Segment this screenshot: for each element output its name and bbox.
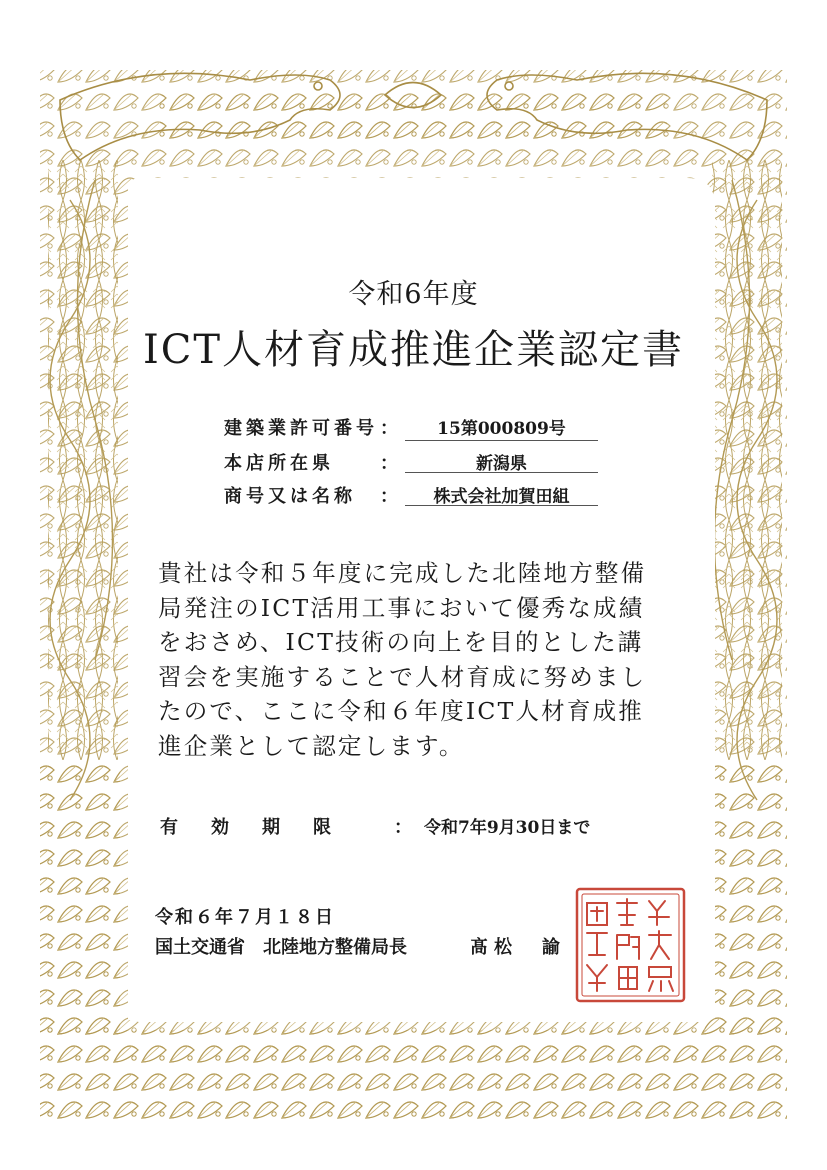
certificate-subtitle: 令和6年度	[348, 279, 479, 310]
issue-date: 令和６年７月１８日	[155, 907, 335, 928]
body-line: 進企業として認定します。	[158, 731, 465, 760]
head-office-prefecture-label: 本店所在県	[224, 453, 334, 474]
body-line: 習会を実施することで人材育成に努めまし	[158, 662, 647, 691]
company-name-colon: ：	[380, 486, 398, 507]
body-line: をおさめ、ICT技術の向上を目的とした講	[158, 628, 644, 656]
certificate-title: ICT人材育成推進企業認定書	[142, 327, 685, 373]
body-line: たので、ここに令和６年度ICT人材育成推	[158, 697, 644, 725]
head-office-prefecture-underline	[405, 472, 598, 473]
official-seal-stamp	[573, 885, 688, 1005]
validity-period-label: 有効期限	[160, 817, 364, 838]
issuer-organization: 国土交通省 北陸地方整備局長	[155, 937, 407, 958]
company-name-underline	[405, 505, 598, 506]
license-number-underline	[405, 440, 598, 441]
body-line: 局発注のICT活用工事において優秀な成績	[158, 593, 645, 622]
company-name-label: 商号又は名称	[224, 486, 356, 507]
validity-period-value: 令和7年9月30日まで	[424, 818, 591, 838]
license-number-label: 建築業許可番号	[224, 418, 378, 439]
company-name-value: 株式会社加賀田組	[433, 487, 570, 507]
certificate-body	[158, 556, 678, 763]
head-office-prefecture-colon: ：	[380, 453, 398, 474]
license-number-value: 15第000809号	[437, 419, 566, 439]
validity-period-colon: ：	[394, 817, 412, 838]
body-line: 貴社は令和５年度に完成した北陸地方整備	[158, 559, 647, 587]
issuer-name: 髙松 諭	[470, 937, 566, 958]
head-office-prefecture-value: 新潟県	[476, 454, 527, 474]
license-number-colon: ：	[380, 418, 398, 439]
